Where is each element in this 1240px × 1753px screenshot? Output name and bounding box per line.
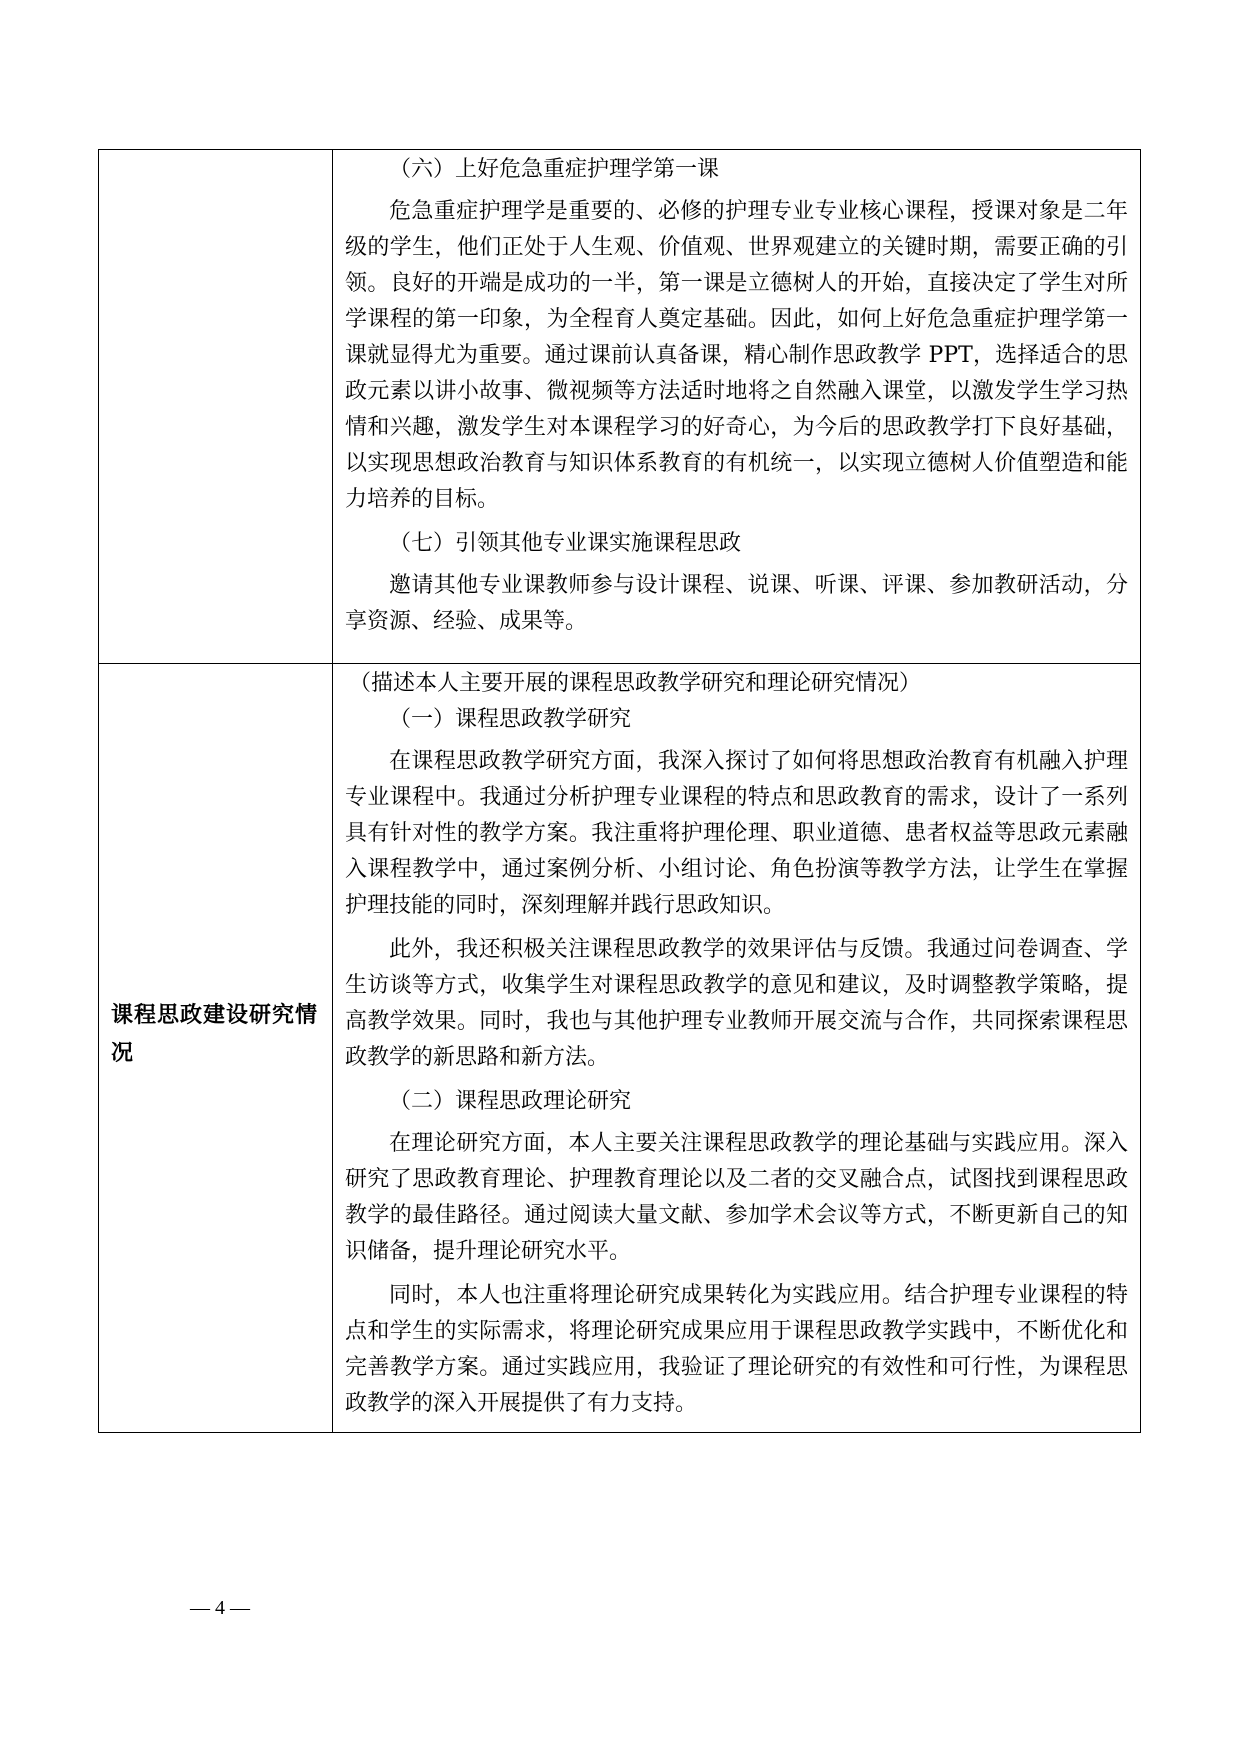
paragraph-theory-research-1: 在理论研究方面，本人主要关注课程思政教学的理论基础与实践应用。深入研究了思政教育理论、护理教育理论以及二者的交叉融合点，试图找到课程思政教学的最佳路径。通过阅读大量文献、参加学术会议等方式，不断更新自己的知识储备，提升理论研究水平。 xyxy=(345,1131,1128,1264)
row-label-cell-research xyxy=(99,664,333,1433)
paragraph-lead-other-courses: 邀请其他专业课教师参与设计课程、说课、听课、评课、参加教研活动，分享资源、经验、成果等。 xyxy=(345,573,1128,634)
paragraph-teaching-research-2: 此外，我还积极关注课程思政教学的效果评估与反馈。我通过问卷调查、学生访谈等方式，收集学生对课程思政教学的意见和建议，及时调整教学策略，提高教学效果。同时，我也与其他护理专业教师开展交流与合作，共同探索课程思政教学的新思路和新方法。 xyxy=(345,937,1128,1070)
content-cell-teaching-practice xyxy=(333,150,1141,664)
paragraph-theory-research-2: 同时，本人也注重将理论研究成果转化为实践应用。结合护理专业课程的特点和学生的实际需求，将理论研究成果应用于课程思政教学实践中，不断优化和完善教学方案。通过实践应用，我验证了理论研究的有效性和可行性，为课程思政教学的深入开展提供了有力支持。 xyxy=(345,1283,1128,1416)
heading-theory-research: （二）课程思政理论研究 xyxy=(389,1089,632,1114)
paragraph-teaching-research-1: 在课程思政教学研究方面，我深入探讨了如何将思想政治教育有机融入护理专业课程中。我通过分析护理专业课程的特点和思政教育的需求，设计了一系列具有针对性的教学方案。我注重将护理伦理、职业道德、患者权益等思政元素融入课程教学中，通过案例分析、小组讨论、角色扮演等教学方法，让学生在掌握护理技能的同时，深刻理解并践行思政知识。 xyxy=(345,749,1128,918)
heading-first-lesson: （六）上好危急重症护理学第一课 xyxy=(389,157,720,182)
table-row-teaching-practice xyxy=(99,150,1141,664)
row-label-research: 课程思政建设研究情况 xyxy=(111,1003,319,1066)
heading-teaching-research: （一）课程思政教学研究 xyxy=(389,707,632,732)
description-note: （描述本人主要开展的课程思政教学研究和理论研究情况） xyxy=(349,671,922,696)
row-label-cell-empty xyxy=(99,150,333,664)
page-number: — 4 — xyxy=(190,1597,250,1619)
table-row-research xyxy=(99,664,1141,1433)
heading-lead-other-courses: （七）引领其他专业课实施课程思政 xyxy=(389,531,742,556)
document-table xyxy=(98,149,1141,1433)
content-cell-research xyxy=(333,664,1141,1433)
paragraph-first-lesson: 危急重症护理学是重要的、必修的护理专业专业核心课程，授课对象是二年级的学生，他们正处于人生观、价值观、世界观建立的关键时期，需要正确的引领。良好的开端是成功的一半，第一课是立德树人的开始，直接决定了学生对所学课程的第一印象，为全程育人奠定基础。因此，如何上好危急重症护理学第一课就显得尤为重要。通过课前认真备课，精心制作思政教学 PPT，选择适合的思政元素以讲小故事、微视频等方法适时地将之自然融入课堂，以激发学生学习热情和兴趣，激发学生对本课程学习的好奇心，为今后的思政教学打下良好基础，以实现思想政治教育与知识体系教育的有机统一，以实现立德树人价值塑造和能力培养的目标。 xyxy=(345,199,1128,512)
